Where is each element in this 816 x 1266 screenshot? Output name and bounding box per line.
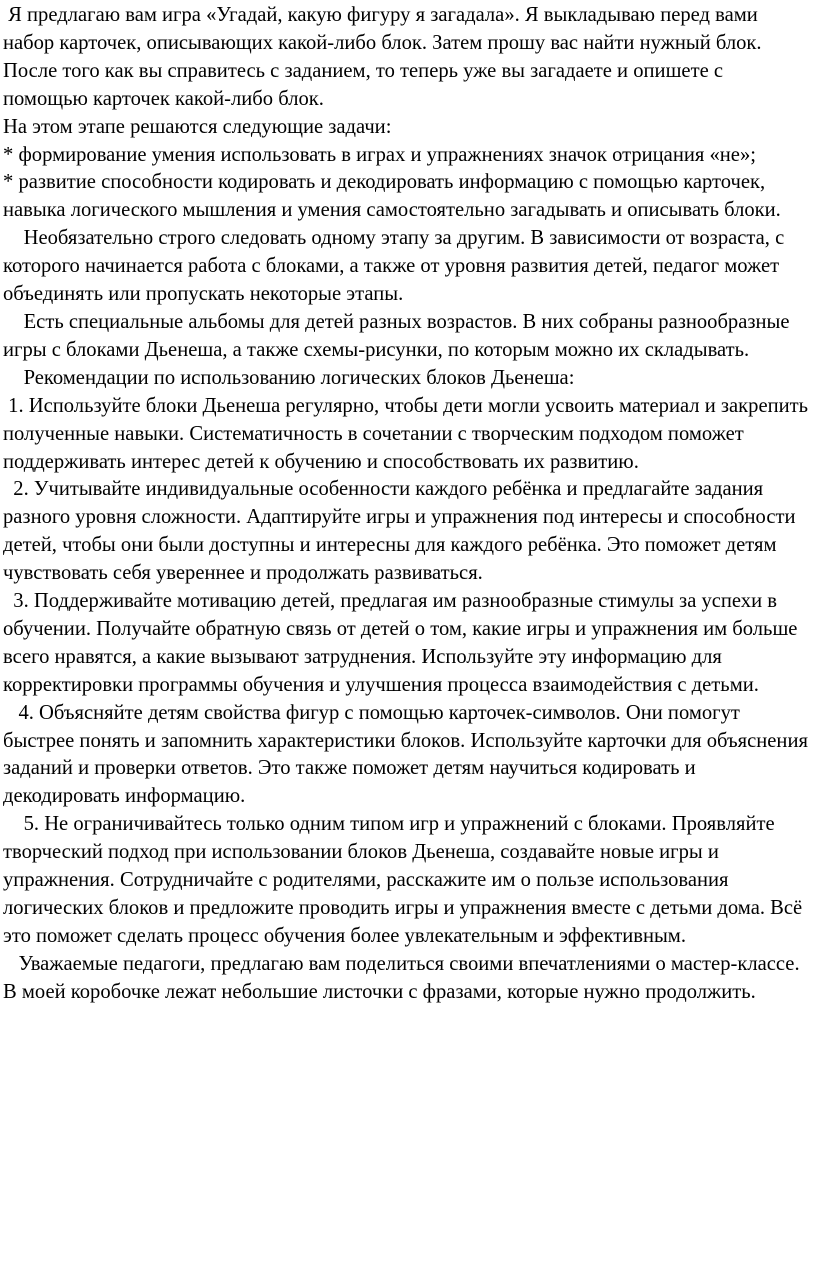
recommendation-1: 1. Используйте блоки Дьенеша регулярно, чтобы дети могли усвоить материал и закрепить полученные навыки. Систематичность в сочетании с творческим подходом поможет поддерживать интерес детей к обучению и способствовать их развитию. — [3, 394, 814, 473]
recommendation-5: 5. Не ограничивайтесь только одним типом игр и упражнений с блоками. Проявляйте творческий подход при использовании блоков Дьенеша, создавайте новые игры и упражнения. Сотрудничайте с родителями, расскажите им о пользе использования логических блоков и предложите проводить игры и упражнения вместе с детьми дома. Всё это поможет сделать процесс обучения более увлекательным и эффективным. — [3, 813, 808, 947]
stage-tasks-heading: На этом этапе решаются следующие задачи: — [3, 115, 392, 138]
task-item-coding: * развитие способности кодировать и декодировать информацию с помощью карточек, навыка логического мышления и умения самостоятельно загадывать и описывать блоки. — [3, 171, 781, 222]
albums-paragraph: Есть специальные альбомы для детей разных возрастов. В них собраны разнообразные игры с блоками Дьенеша, а также схемы-рисунки, по которым можно их складывать. — [3, 310, 795, 361]
task-item-negation: * формирование умения использовать в играх и упражнениях значок отрицания «не»; — [3, 143, 756, 166]
stages-flexibility-paragraph: Необязательно строго следовать одному этапу за другим. В зависимости от возраста, с которого начинается работа с блоками, а также от уровня развития детей, педагог может объединять или пропускать некоторые этапы. — [3, 227, 790, 306]
recommendation-3: 3. Поддерживайте мотивацию детей, предлагая им разнообразные стимулы за успехи в обучении. Получайте обратную связь от детей о том, какие игры и упражнения им больше всего нравятся, а какие вызывают затруднения. Используйте эту информацию для корректировки программы обучения и улучшения процесса взаимодействия с детьми. — [3, 590, 803, 696]
recommendation-2: 2. Учитывайте индивидуальные особенности каждого ребёнка и предлагайте задания разного уровня сложности. Адаптируйте игры и упражнения под интересы и способности детей, чтобы они были доступны и интересны для каждого ребёнка. Это поможет детям чувствовать себя увереннее и продолжать развиваться. — [3, 478, 801, 585]
recommendations-heading: Рекомендации по использованию логических блоков Дьенеша: — [3, 366, 575, 389]
closing-paragraph: Уважаемые педагоги, предлагаю вам поделиться своими впечатлениями о мастер-классе. В моей коробочке лежат небольшие листочки с фразами, которые нужно продолжить. — [3, 952, 805, 1003]
recommendation-4: 4. Объясняйте детям свойства фигур с помощью карточек-символов. Они помогут быстрее понять и запомнить характеристики блоков. Используйте карточки для объяснения заданий и проверки ответов. Это также поможет детям научиться кодировать и декодировать информацию. — [3, 701, 814, 808]
intro-game-paragraph: Я предлагаю вам игра «Угадай, какую фигуру я загадала». Я выкладываю перед вами набор карточек, описывающих какой-либо блок. Затем прошу вас найти нужный блок. После того как вы справитесь с заданием, то теперь уже вы загадаете и опишете с помощью карточек какой-либо блок. — [3, 4, 767, 110]
